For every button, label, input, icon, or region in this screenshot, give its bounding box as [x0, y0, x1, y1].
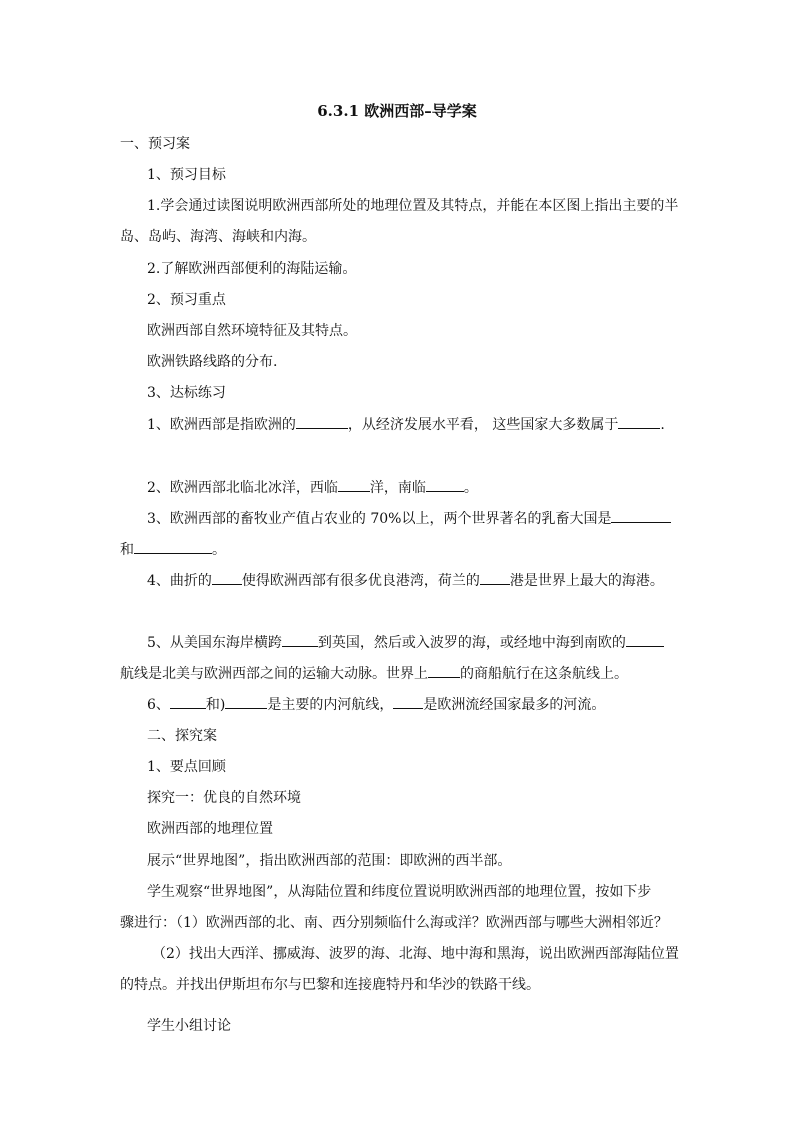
observe-text-line-d: 的特点。并找出伊斯坦布尔与巴黎和连接鹿特丹和华沙的铁路干线。 — [120, 977, 540, 993]
question-text: 是欧洲流经国家最多的河流。 — [423, 697, 606, 713]
question-6 — [147, 694, 605, 715]
question-3-line-a — [147, 508, 671, 529]
answer-blank[interactable] — [618, 414, 660, 429]
subheading-key-points: 1、要点回顾 — [147, 759, 226, 775]
goal-1-line-a: 1.学会通过读图说明欧洲西部所处的地理位置及其特点，并能在本区图上指出主要的半 — [147, 198, 679, 214]
question-text: 到英国，然后或入波罗的海，或经地中海到南欧的 — [317, 635, 626, 651]
document-title: 6.3.1 欧洲西部–导学案 — [317, 102, 477, 120]
answer-blank[interactable] — [296, 414, 348, 429]
question-text: 5、从美国东海岸横跨 — [147, 635, 282, 651]
section-heading-explore: 二、探究案 — [147, 728, 217, 744]
question-text: 4、曲折的 — [147, 573, 212, 589]
show-map-text: 展示“世界地图”，指出欧洲西部的范围：即欧洲的西半部。 — [147, 853, 512, 869]
focus-item-1: 欧洲西部自然环境特征及其特点。 — [147, 323, 357, 339]
section-heading-preview: 一、预习案 — [120, 136, 190, 152]
question-text: 和) — [205, 697, 226, 713]
answer-blank[interactable] — [393, 694, 423, 709]
answer-blank[interactable] — [480, 570, 510, 585]
question-text: . — [660, 417, 665, 433]
question-text: 3、欧洲西部的畜牧业产值占农业的 70%以上，两个世界著名的乳畜大国是 — [147, 511, 612, 527]
observe-text-line-c: （2）找出大西洋、挪威海、波罗的海、北海、地中海和黑海，说出欧洲西部海陆位置 — [152, 946, 679, 962]
question-text: 航线是北美与欧洲西部之间的运输大动脉。世界上 — [120, 666, 428, 682]
focus-item-2: 欧洲铁路线路的分布. — [147, 354, 278, 370]
question-text: 洋，南临 — [369, 480, 426, 496]
answer-blank[interactable] — [426, 477, 464, 492]
question-text: 1、欧洲西部是指欧洲的 — [147, 417, 296, 433]
answer-blank[interactable] — [212, 570, 242, 585]
location-heading: 欧洲西部的地理位置 — [147, 821, 273, 837]
subheading-exercises: 3、达标练习 — [147, 385, 226, 401]
subheading-preview-goals: 1、预习目标 — [147, 167, 226, 183]
question-5-line-a — [147, 632, 664, 653]
group-discussion: 学生小组讨论 — [147, 1018, 231, 1034]
answer-blank[interactable] — [134, 539, 212, 554]
question-text: 。 — [212, 542, 226, 558]
question-1 — [147, 414, 665, 435]
goal-2: 2.了解欧洲西部便利的海陆运输。 — [147, 261, 357, 277]
question-2 — [147, 477, 478, 498]
observe-text-line-a: 学生观察“世界地图”，从海陆位置和纬度位置说明欧洲西部的地理位置，按如下步 — [147, 884, 652, 900]
question-5-line-b — [120, 663, 628, 684]
answer-blank[interactable] — [225, 694, 267, 709]
question-text: 和 — [120, 542, 134, 558]
question-text: 是主要的内河航线， — [267, 697, 394, 713]
question-text: 的商船航行在这条航线上。 — [460, 666, 628, 682]
question-3-line-b — [120, 539, 226, 560]
goal-1-line-b: 岛、岛屿、海湾、海峡和内海。 — [120, 229, 316, 245]
answer-blank[interactable] — [170, 694, 206, 709]
answer-blank[interactable] — [428, 663, 460, 678]
observe-text-line-b: 骤进行：（1）欧洲西部的北、南、西分别频临什么海或洋？欧洲西部与哪些大洲相邻近？ — [120, 915, 668, 931]
question-text: ，从经济发展水平看， 这些国家大多数属于 — [347, 417, 619, 433]
answer-blank[interactable] — [338, 477, 370, 492]
question-4 — [147, 570, 664, 591]
explore-item-1: 探究一：优良的自然环境 — [147, 790, 301, 806]
question-text: 。 — [463, 480, 478, 496]
question-text: 2、欧洲西部北临北冰洋，西临 — [147, 480, 338, 496]
answer-blank[interactable] — [626, 632, 664, 647]
answer-blank[interactable] — [611, 508, 671, 523]
question-text: 使得欧洲西部有很多优良港湾，荷兰的 — [241, 573, 480, 589]
subheading-preview-focus: 2、预习重点 — [147, 292, 226, 308]
question-text: 6、 — [147, 697, 170, 713]
question-text: 港是世界上最大的海港。 — [509, 573, 664, 589]
answer-blank[interactable] — [282, 632, 318, 647]
